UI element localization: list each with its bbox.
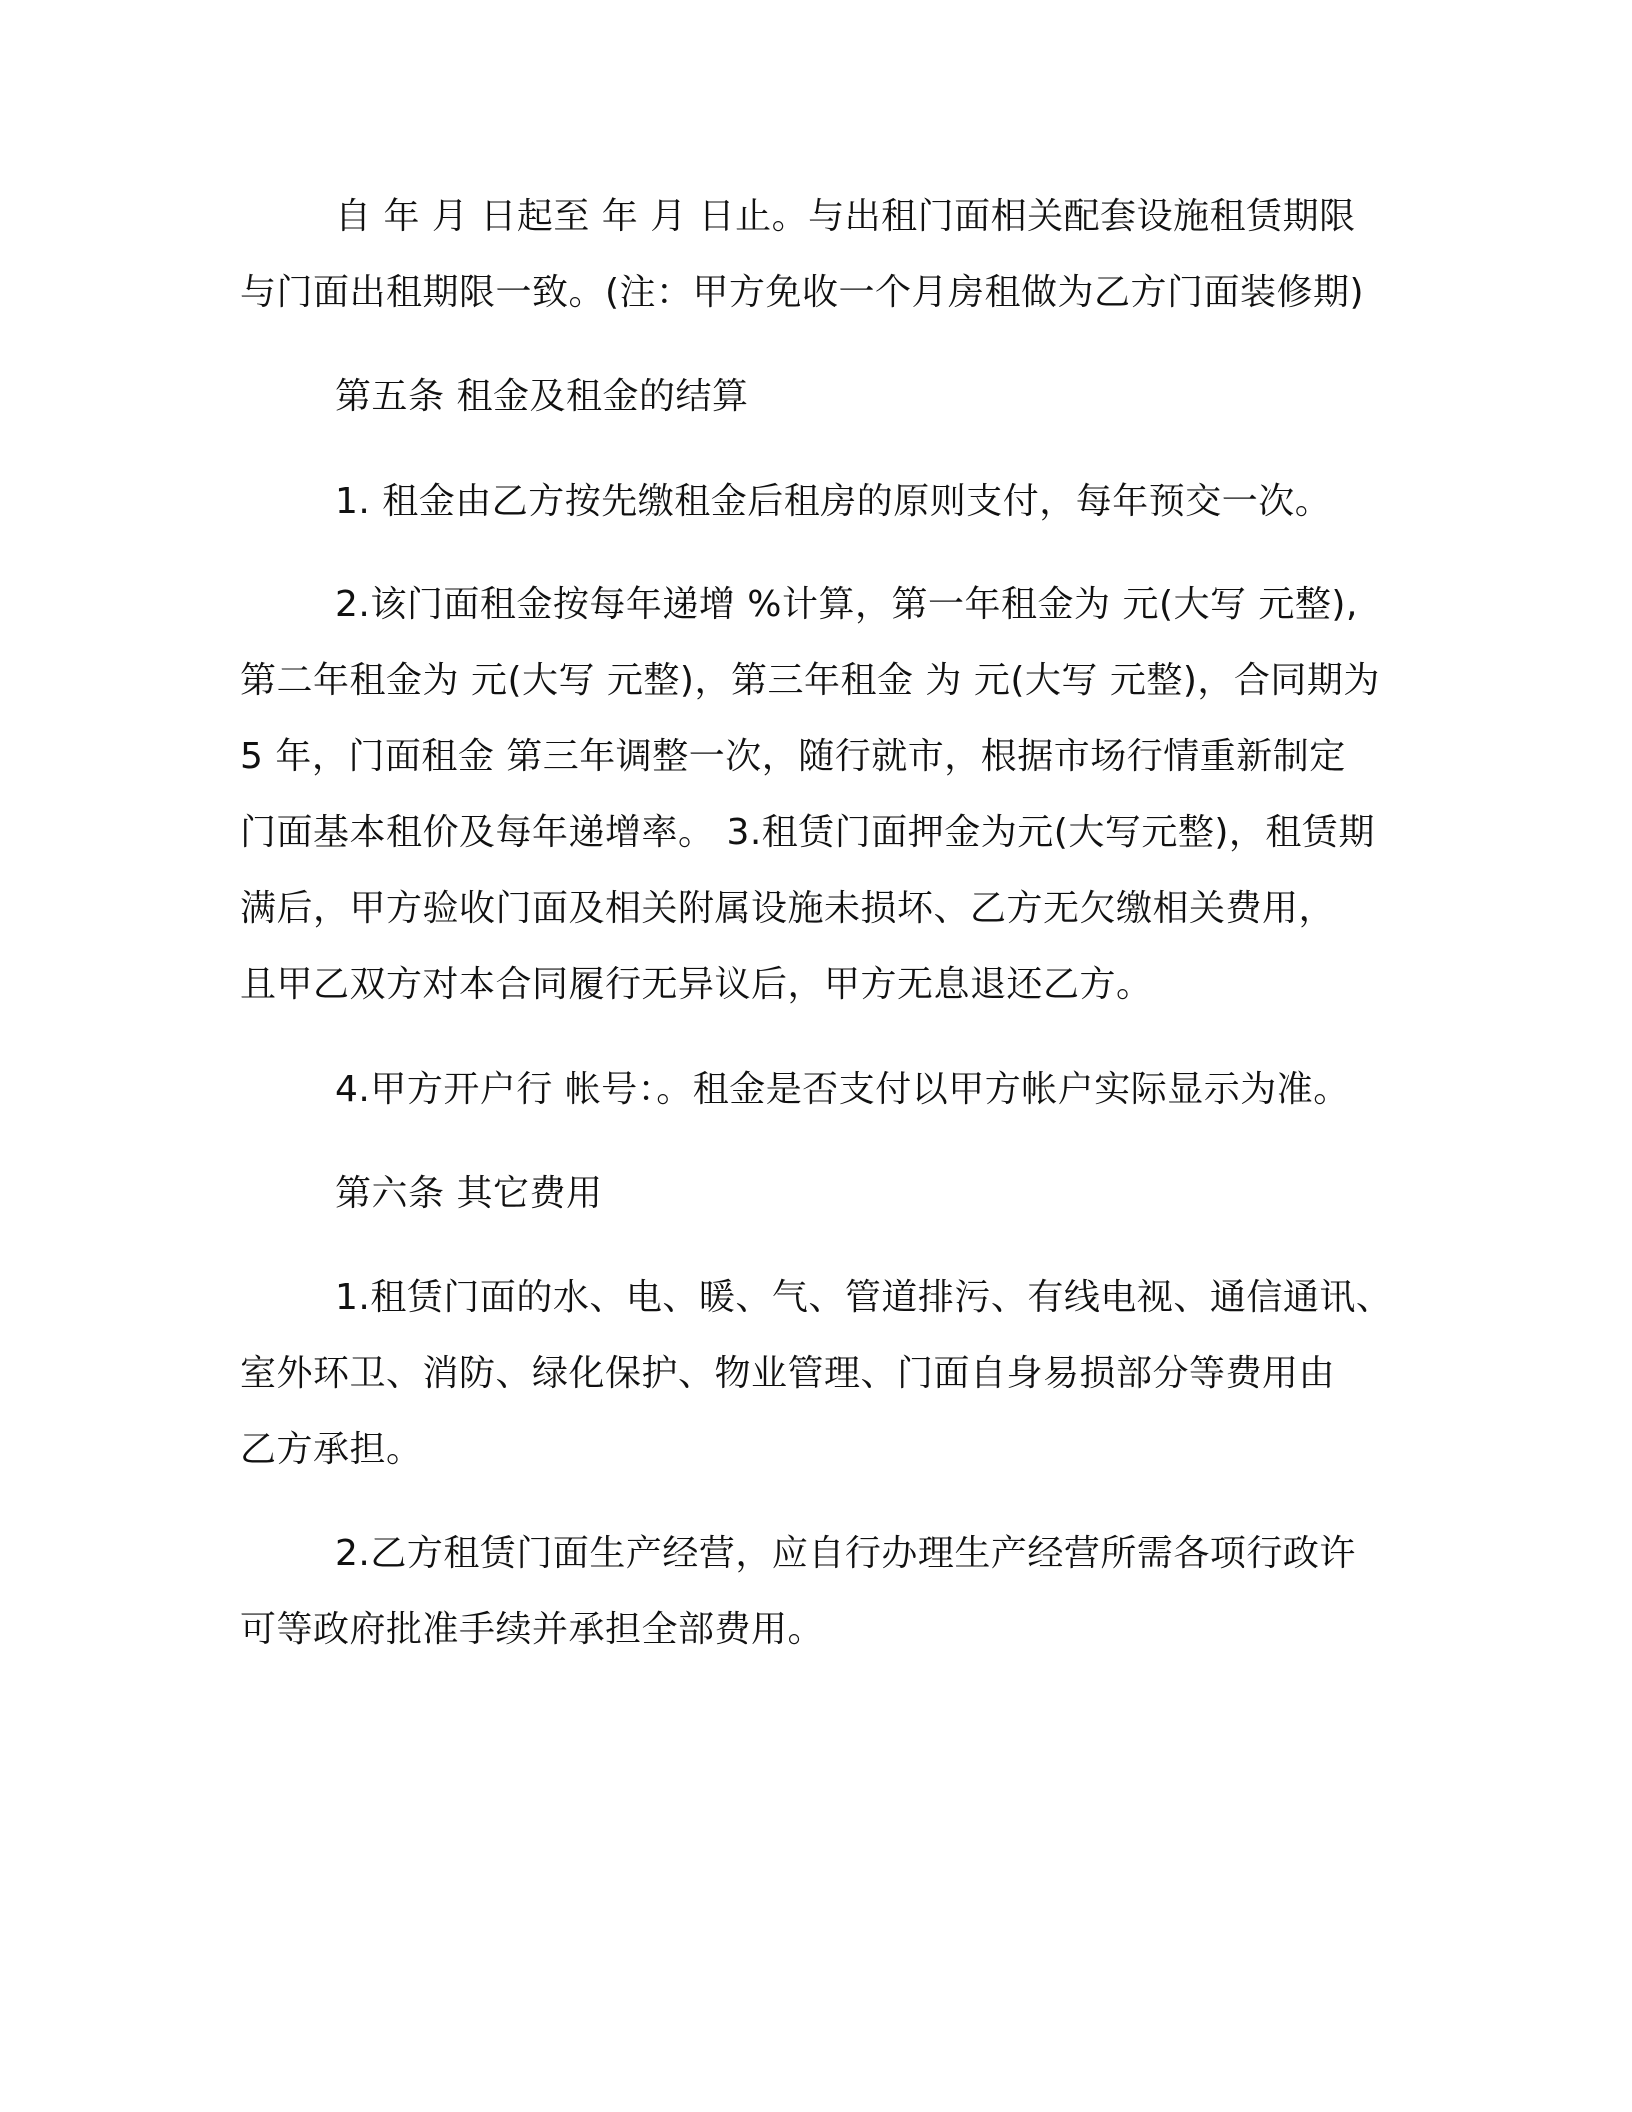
- paragraph-line: 且甲乙双方对本合同履行无异议后，甲方无息退还乙方。: [240, 964, 1153, 1005]
- article-heading: 第六条 其它费用: [335, 1173, 603, 1214]
- paragraph-line: 2.该门面租金按每年递增 %计算，第一年租金为 元(大写 元整),: [335, 584, 1358, 625]
- paragraph-line: 自 年 月 日起至 年 月 日止。与出租门面相关配套设施租赁期限: [335, 196, 1356, 237]
- paragraph-line: 1. 租金由乙方按先缴租金后租房的原则支付，每年预交一次。: [335, 481, 1332, 522]
- paragraph-line: 4.甲方开户行 帐号：。租金是否支付以甲方帐户实际显示为准。: [335, 1069, 1350, 1110]
- paragraph-line: 5 年，门面租金 第三年调整一次，随行就市，根据市场行情重新制定: [240, 736, 1346, 777]
- paragraph-line: 室外环卫、消防、绿化保护、物业管理、门面自身易损部分等费用由: [240, 1353, 1336, 1394]
- paragraph-line: 满后，甲方验收门面及相关附属设施未损坏、乙方无欠缴相关费用，: [240, 888, 1336, 929]
- paragraph-line: 门面基本租价及每年递增率。 3.租赁门面押金为元(大写元整)，租赁期: [240, 812, 1375, 853]
- paragraph-line: 1.租赁门面的水、电、暖、气、管道排污、有线电视、通信通讯、: [335, 1277, 1393, 1318]
- paragraph-line: 第二年租金为 元(大写 元整)，第三年租金 为 元(大写 元整)，合同期为: [240, 660, 1380, 701]
- paragraph-line: 可等政府批准手续并承担全部费用。: [240, 1609, 825, 1650]
- paragraph-line: 乙方承担。: [240, 1429, 423, 1470]
- paragraph-line: 与门面出租期限一致。(注：甲方免收一个月房租做为乙方门面装修期): [240, 272, 1365, 313]
- paragraph-line: 2.乙方租赁门面生产经营，应自行办理生产经营所需各项行政许: [335, 1533, 1356, 1574]
- article-heading: 第五条 租金及租金的结算: [335, 376, 749, 417]
